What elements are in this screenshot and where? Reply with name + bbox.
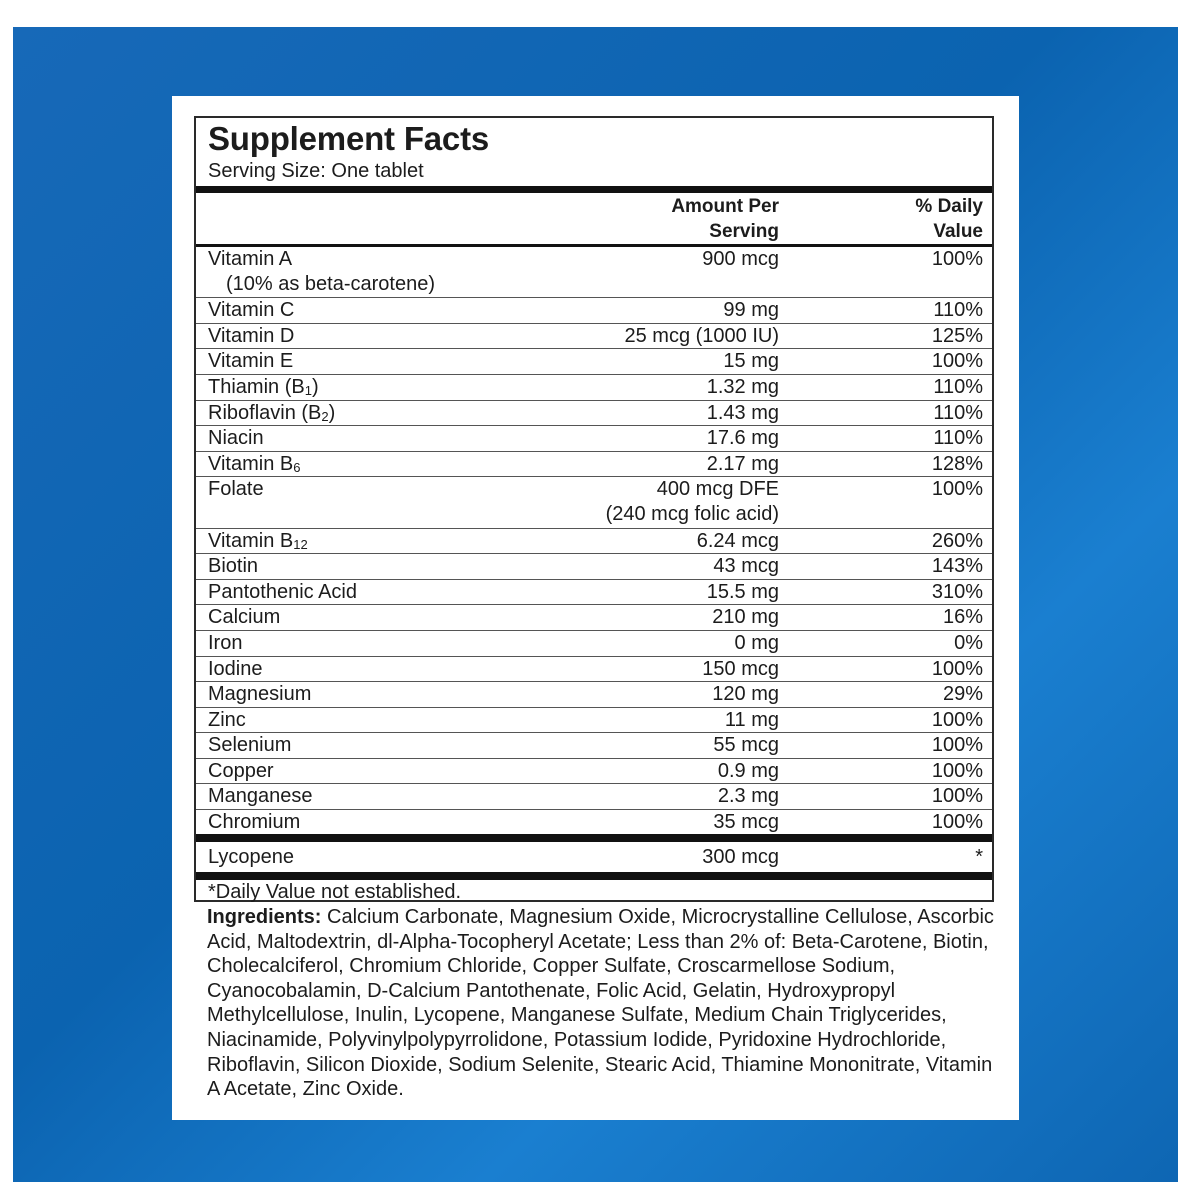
nutrient-daily-value: 128%: [931, 452, 983, 475]
nutrient-name: Folate: [208, 478, 264, 501]
nutrient-amount: 900 mcg: [702, 248, 779, 270]
nutrient-daily-value: 260%: [931, 529, 983, 552]
nutrient-table: [196, 247, 992, 836]
nutrient-amount-detail: (240 mcg folic acid): [605, 503, 779, 526]
nutrient-amount: 15 mg: [723, 350, 779, 373]
ingredients-text: Calcium Carbonate, Magnesium Oxide, Microcrystalline Cellulose, Ascorbic Acid, Maltodextrin, dl-Alpha-Tocopheryl Acetate; Less than 2% of: Beta-Carotene, Biotin, Cholecalciferol, Chromium Chloride, Copper Sulfate, Croscarmellose Sodium, Cyanocobalamin, D-Calcium Pantothenate, Folic Acid, Gelatin, Hydroxypropyl Methylcellulose, Inulin, Lycopene, Manganese Sulfate, Medium Chain Triglycerides, Niacinamide, Polyvinylpolypyrrolidone, Potassium Iodide, Pyridoxine Hydrochloride, Riboflavin, Silicon Dioxide, Sodium Selenite, Stearic Acid, Thiamine Mononitrate, Vitamin A Acetate, Zinc Oxide.: [207, 906, 994, 1101]
nutrient-daily-value: 29%: [942, 683, 983, 706]
nutrient-amount: 55 mcg: [713, 734, 779, 757]
nutrient-amount: 1.32 mg: [706, 375, 779, 398]
nutrient-amount: 11 mg: [724, 708, 779, 731]
nutrient-amount: 25 mcg (1000 IU): [624, 324, 779, 347]
nutrient-name: Biotin: [208, 555, 259, 578]
nutrient-name: Iron: [208, 631, 243, 654]
nutrient-name: Vitamin B12: [208, 529, 308, 552]
table-row: [196, 324, 992, 350]
nutrient-amount: 99 mg: [723, 299, 779, 322]
table-row: [196, 452, 992, 478]
table-row: [196, 784, 992, 810]
nutrient-daily-value: 100%: [931, 811, 983, 834]
nutrient-name: Pantothenic Acid: [208, 580, 357, 603]
nutrient-daily-value: 100%: [931, 478, 983, 501]
nutrient-amount: 300 mcg: [702, 846, 779, 868]
subscript: 2: [321, 408, 329, 424]
nutrient-daily-value: 0%: [954, 631, 983, 654]
table-row: [196, 247, 992, 298]
nutrient-name: Thiamin (B1): [208, 375, 319, 398]
nutrient-amount: 43 mcg: [713, 555, 779, 578]
table-row: [196, 657, 992, 683]
nutrient-name: Niacin: [208, 427, 264, 450]
nutrient-daily-value: 100%: [931, 248, 983, 270]
serving-size: Serving Size: One tablet: [208, 160, 424, 182]
table-row: [196, 605, 992, 631]
table-row: [196, 426, 992, 452]
nutrient-daily-value: 100%: [931, 350, 983, 373]
nutrient-daily-value: 100%: [931, 734, 983, 757]
thick-divider-middle: [196, 834, 992, 842]
column-header-daily-value: % Daily Value: [915, 196, 983, 242]
nutrient-amount: 2.3 mg: [717, 785, 779, 808]
nutrient-name: Iodine: [208, 657, 263, 680]
nutrient-amount: 35 mcg: [713, 811, 779, 834]
nutrient-name: Chromium: [208, 811, 301, 834]
nutrient-name: Vitamin D: [208, 324, 295, 347]
nutrient-name: Manganese: [208, 785, 313, 808]
nutrient-amount: 210 mg: [712, 606, 779, 629]
nutrient-amount: 1.43 mg: [706, 401, 779, 424]
nutrient-daily-value: 143%: [931, 555, 983, 578]
nutrient-daily-value: 310%: [931, 580, 983, 603]
nutrient-daily-value: 110%: [933, 401, 983, 424]
ingredients-label: Ingredients:: [207, 906, 322, 928]
table-row: [196, 349, 992, 375]
ingredients-list: [207, 905, 997, 1102]
nutrient-daily-value: 110%: [933, 375, 983, 398]
nutrient-amount: 150 mcg: [702, 657, 779, 680]
nutrient-amount: 15.5 mg: [706, 580, 779, 603]
subscript: 6: [293, 459, 301, 475]
nutrient-amount: 0 mg: [734, 631, 779, 654]
subscript: 12: [293, 536, 308, 552]
nutrient-amount: 120 mg: [712, 683, 779, 706]
nutrient-name: Vitamin C: [208, 299, 295, 322]
thick-divider-bottom: [196, 872, 992, 880]
nutrient-amount: 17.6 mg: [706, 427, 779, 450]
table-row: [196, 529, 992, 555]
table-row: [196, 298, 992, 324]
table-row: [196, 682, 992, 708]
nutrient-name: Riboflavin (B2): [208, 401, 336, 424]
nutrient-amount: 400 mcg DFE: [656, 478, 779, 501]
subscript: 1: [304, 382, 312, 398]
column-header-amount: Amount Per Serving: [671, 196, 779, 242]
table-row: [196, 580, 992, 606]
nutrient-note: (10% as beta-carotene): [226, 273, 436, 295]
table-row: [196, 733, 992, 759]
nutrient-name: Vitamin B6: [208, 452, 301, 475]
nutrient-name: Vitamin E: [208, 350, 294, 373]
nutrient-daily-value: 100%: [931, 785, 983, 808]
nutrient-name: Zinc: [208, 708, 246, 731]
nutrient-daily-value: *: [975, 846, 983, 868]
table-row: [196, 375, 992, 401]
facts-title: Supplement Facts: [208, 120, 490, 157]
nutrient-amount: 6.24 mcg: [696, 529, 779, 552]
footnote: *Daily Value not established.: [208, 881, 462, 903]
table-row: [196, 810, 992, 836]
table-row: [196, 554, 992, 580]
thick-divider-top: [196, 186, 992, 193]
table-row: [196, 708, 992, 734]
nutrient-name: Lycopene: [208, 846, 294, 868]
nutrient-daily-value: 16%: [942, 606, 983, 629]
table-row: [196, 631, 992, 657]
nutrient-name: Calcium: [208, 606, 281, 629]
nutrient-name: Magnesium: [208, 683, 312, 706]
nutrient-daily-value: 100%: [931, 759, 983, 782]
nutrient-name: Copper: [208, 759, 274, 782]
nutrient-daily-value: 100%: [931, 657, 983, 680]
lycopene-row: [196, 842, 992, 874]
nutrient-amount: 2.17 mg: [706, 452, 779, 475]
nutrient-name: Vitamin A: [208, 248, 293, 270]
nutrient-daily-value: 110%: [933, 427, 983, 450]
nutrient-name: Selenium: [208, 734, 292, 757]
table-row: [196, 759, 992, 785]
nutrient-daily-value: 100%: [931, 708, 983, 731]
nutrient-daily-value: 110%: [933, 299, 983, 322]
table-row: [196, 477, 992, 528]
supplement-facts-panel: [194, 116, 994, 902]
table-row: [196, 401, 992, 427]
nutrient-amount: 0.9 mg: [717, 759, 779, 782]
nutrient-daily-value: 125%: [931, 324, 983, 347]
